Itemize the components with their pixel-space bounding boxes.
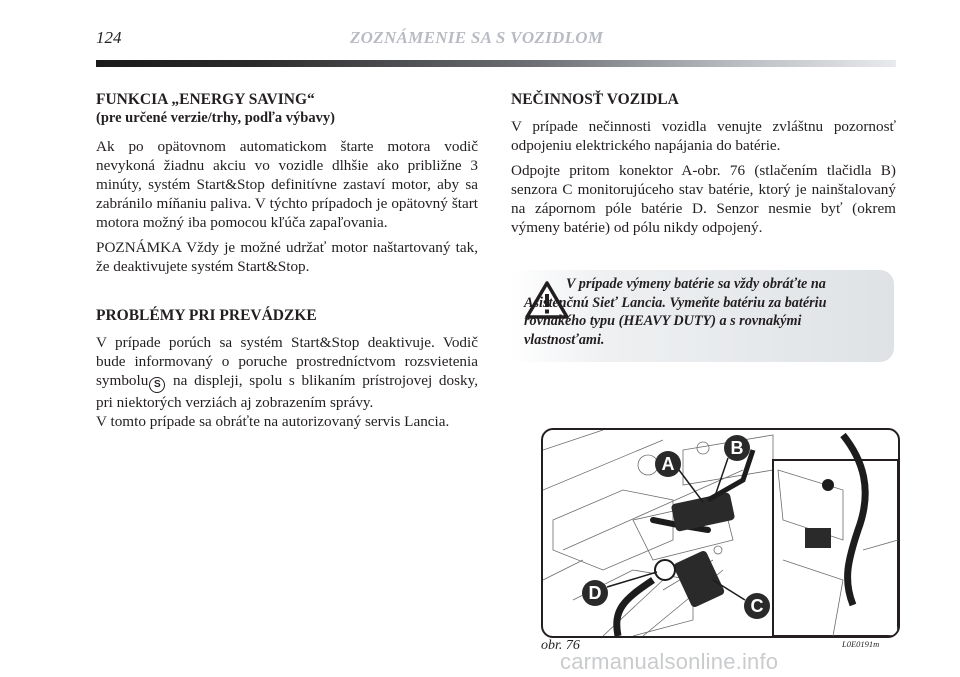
warning-text: [524, 275, 884, 349]
start-stop-icon: S: [149, 377, 165, 393]
inactivity-paragraph-2: Odpojte pritom konektor A-obr. 76 (stlačením tlačidla B) senzora C monitorujúceho stav batérie, ktorý je nainštalovaný na zápornom póle batérie D. Senzor nesmie byť (okrem výmeny batérie) od pólu nikdy odpojený.: [511, 162, 896, 236]
energy-saving-title: FUNKCIA „ENERGY SAVING“: [96, 91, 315, 108]
warning-text-body: V prípade výmeny batérie sa vždy obráťte na Asistenčnú Sieť Lancia. Vymeňte batériu za batériu rovnakého typu (HEAVY DUTY) a s rovnakými vlastnosťami.: [524, 276, 827, 348]
figure-label-c: C: [750, 596, 764, 616]
section-title: ZOZNÁMENIE SA S VOZIDLOM: [350, 28, 604, 47]
right-column: [511, 90, 896, 243]
problems-paragraph-2: V tomto prípade sa obráťte na autorizovaný servis Lancia.: [96, 413, 450, 430]
left-column: [96, 90, 478, 437]
problems-text-before: V prípade porúch sa systém Start&Stop deaktivuje. Vodič bude informovaný o poruche prostredníctvom rozsvietenia symbolu: [96, 334, 478, 389]
inactivity-title: NEČINNOSŤ VOZIDLA: [511, 91, 679, 108]
energy-saving-paragraph-1: Ak po opätovnom automatickom štarte motora vodič nevykoná žiadnu akciu vo vozidle dlhšie ako približne 3 minúty, systém Start&Stop definitívne zastaví motor, aby sa zabránilo míňaniu paliva. V týchto prípadoch je opätovný štart motora možný iba pomocou kľúča zapaľovania.: [96, 138, 478, 231]
figure-label-d: D: [588, 583, 602, 603]
figure-label-a: A: [661, 454, 675, 474]
header-rule: [96, 60, 896, 67]
battery-illustration: [543, 430, 898, 636]
problems-title: PROBLÉMY PRI PREVÁDZKE: [96, 307, 317, 324]
energy-saving-subtitle: (pre určené verzie/trhy, podľa výbavy): [96, 110, 335, 126]
page-number: 124: [96, 28, 122, 47]
warning-box: [510, 270, 894, 362]
watermark: carmanualsonline.info: [560, 649, 779, 674]
inactivity-paragraph-1: V prípade nečinnosti vozidla venujte zvláštnu pozornosť odpojeniu elektrického napájania do batérie.: [511, 118, 896, 154]
figure-caption: obr. 76: [541, 638, 580, 653]
problems-text-after: na displeji, spolu s blikaním prístrojovej dosky, pri niektorých verziách aj zobrazením správy.: [96, 372, 479, 411]
figure-code: L0E0191m: [842, 639, 880, 649]
problems-paragraph-1: [96, 333, 478, 412]
figure-label-b: B: [730, 438, 744, 458]
energy-saving-paragraph-2: POZNÁMKA Vždy je možné udržať motor naštartovaný tak, že deaktivujete systém Start&Stop.: [96, 239, 478, 275]
battery-figure: [541, 428, 900, 638]
